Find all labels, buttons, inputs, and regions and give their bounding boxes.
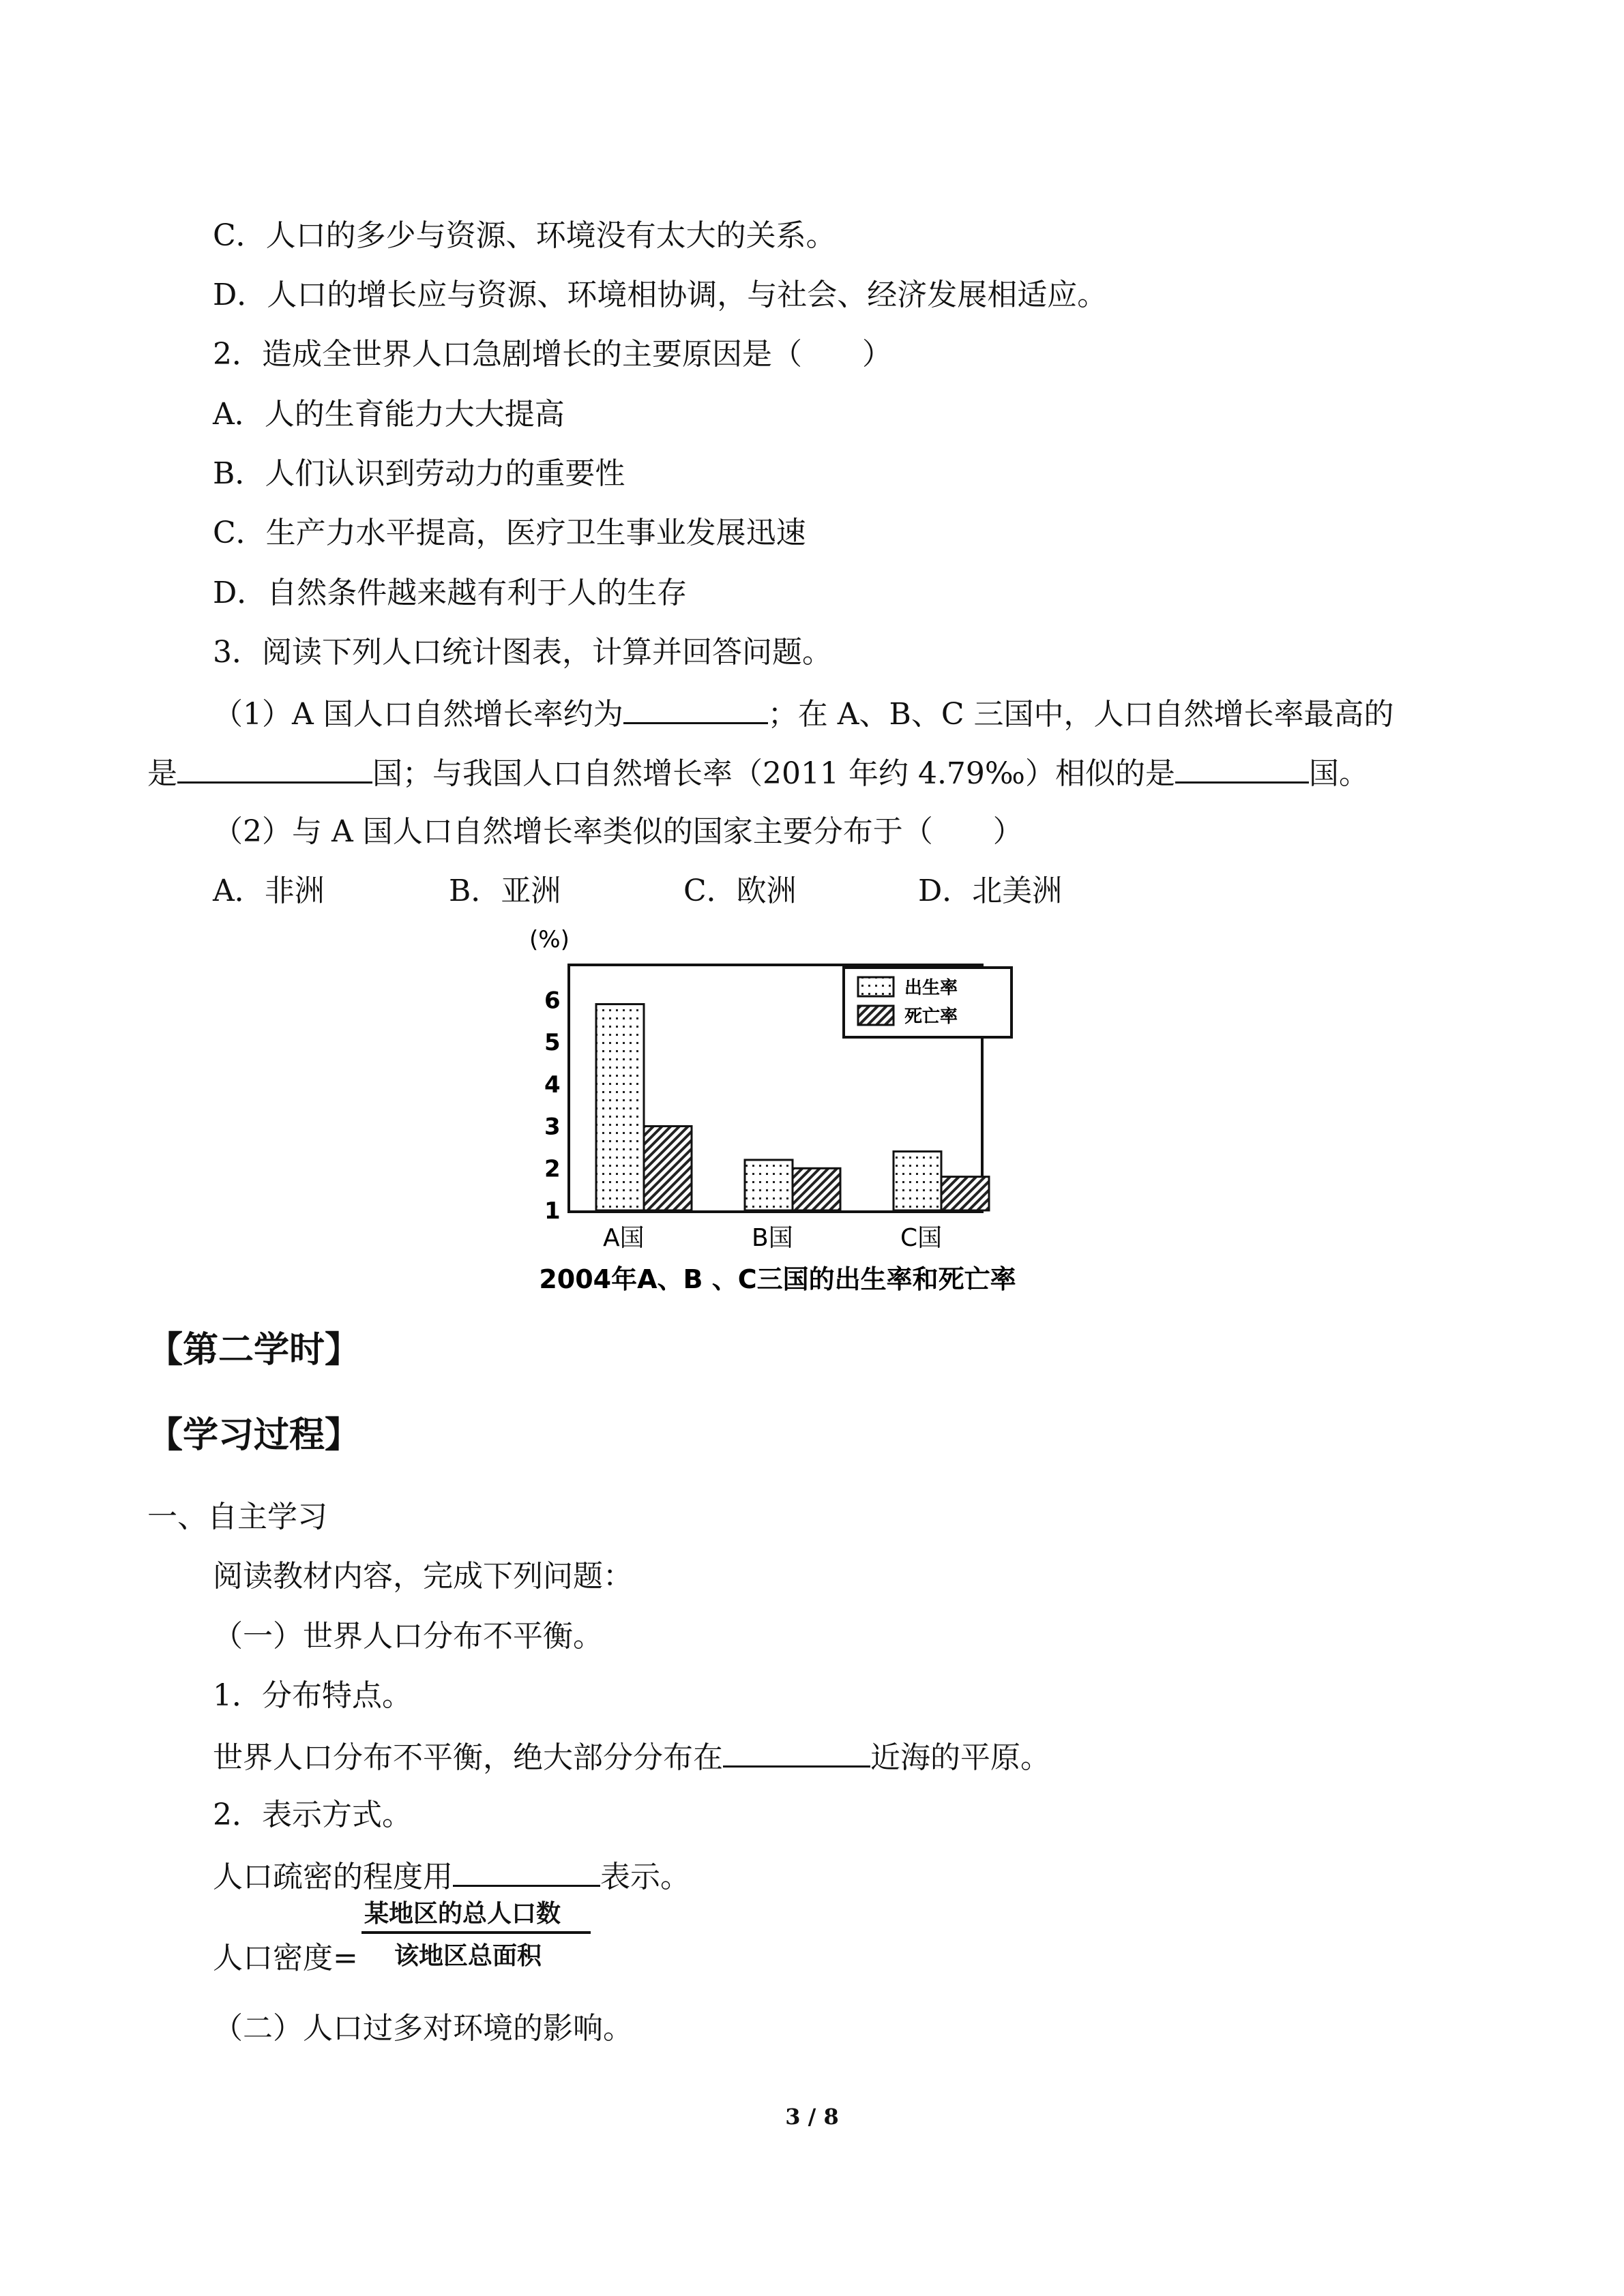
page-number: 3 / 8 (785, 2104, 839, 2130)
q3-part1-text-b: ；在 A、B、C 三国中，人口自然增长率最高的 (767, 697, 1394, 732)
y-tick-1: 2 (544, 1155, 561, 1183)
legend-label-birth: 出生率 (904, 978, 958, 998)
heading-second-session: 【第二学时】 (147, 1330, 361, 1371)
question-2: 2．造成全世界人口急剧增长的主要原因是（ ） (213, 337, 892, 372)
q2-option-a: A．人的生育能力大大提高 (213, 397, 565, 432)
density-numerator: 某地区的总人口数 (364, 1900, 561, 1928)
blank-distribution[interactable] (723, 1735, 870, 1768)
density-sentence (213, 1855, 690, 1898)
item-representation: 2．表示方式。 (213, 1798, 412, 1832)
q2-option-b: B．人们认识到劳动力的重要性 (213, 456, 625, 491)
bar-2-1 (941, 1177, 989, 1210)
option-c-resources: C．人口的多少与资源、环境没有太大的关系。 (213, 218, 836, 253)
chart-title: 2004年A、B 、C三国的出生率和死亡率 (539, 1264, 1016, 1294)
y-tick-3: 4 (544, 1071, 561, 1099)
option-d-coordination: D．人口的增长应与资源、环境相协调，与社会、经济发展相适应。 (213, 278, 1108, 312)
legend-label-death: 死亡率 (904, 1007, 958, 1027)
subsection-overpopulation-effects: （二）人口过多对环境的影响。 (213, 2011, 633, 2046)
q3-part2-option-c: C．欧洲 (683, 874, 797, 908)
bar-2-0 (894, 1152, 941, 1210)
bar-0-1 (644, 1127, 692, 1210)
q3-part1-line1 (213, 692, 1394, 735)
blank-a-growth-rate[interactable] (623, 692, 768, 724)
x-categories (603, 1224, 942, 1252)
q3-part1-text-d: 国；与我国人口自然增长率（2011 年约 4.79‰）相似的是 (372, 756, 1175, 791)
density-denominator: 该地区总面积 (394, 1942, 542, 1970)
bar-0-0 (596, 1004, 644, 1210)
q3-part2-option-b: B．亚洲 (449, 874, 561, 908)
y-tick-2: 3 (544, 1113, 561, 1141)
density-text-a: 人口疏密的程度用 (213, 1860, 453, 1894)
blank-similar-country[interactable] (1175, 751, 1309, 784)
legend (844, 968, 1012, 1037)
y-tick-5: 6 (544, 987, 561, 1015)
legend-swatch-death (858, 1006, 894, 1025)
density-formula-label: 人口密度= (213, 1941, 358, 1976)
y-tick-4: 5 (544, 1029, 561, 1057)
subsection-uneven-distribution: （一）世界人口分布不平衡。 (213, 1619, 603, 1654)
q3-part1-text-a: （1）A 国人口自然增长率约为 (213, 697, 623, 732)
q3-part1-text-c: 是 (147, 756, 177, 791)
q3-part1-text-e: 国。 (1308, 756, 1369, 791)
self-study-intro: 阅读教材内容，完成下列问题： (213, 1559, 633, 1594)
birth-death-rate-chart (505, 917, 1119, 1306)
bar-1-1 (793, 1168, 840, 1210)
density-text-b: 表示。 (600, 1860, 690, 1894)
section-self-study: 一、自主学习 (147, 1500, 327, 1534)
y-tick-0: 1 (544, 1197, 561, 1225)
heading-learning-process: 【学习过程】 (147, 1415, 361, 1456)
y-axis-label: (%) (529, 926, 570, 953)
x-category-0: A国 (603, 1224, 645, 1252)
q2-option-c: C．生产力水平提高，医疗卫生事业发展迅速 (213, 516, 806, 550)
q3-part1-line2 (147, 751, 1369, 794)
blank-highest-country[interactable] (177, 751, 372, 784)
q3-part2-option-d: D．北美洲 (918, 874, 1063, 908)
bar-1-0 (745, 1160, 793, 1210)
q3-part2-option-a: A．非洲 (213, 874, 325, 908)
blank-density-measure[interactable] (453, 1855, 600, 1887)
distribution-text-b: 近海的平原。 (870, 1740, 1050, 1775)
distribution-text-a: 世界人口分布不平衡，绝大部分分布在 (213, 1740, 723, 1775)
q2-option-d: D．自然条件越来越有利于人的生存 (213, 576, 688, 610)
density-fraction-bar (361, 1931, 591, 1934)
x-category-2: C国 (900, 1224, 943, 1252)
legend-swatch-birth (858, 977, 894, 996)
question-3: 3．阅读下列人口统计图表，计算并回答问题。 (213, 635, 832, 670)
y-ticks (544, 987, 561, 1225)
item-distribution-feature: 1．分布特点。 (213, 1678, 412, 1713)
x-category-1: B国 (752, 1224, 793, 1252)
distribution-sentence (213, 1735, 1050, 1778)
q3-part2: （2）与 A 国人口自然增长率类似的国家主要分布于（ ） (213, 814, 1023, 849)
